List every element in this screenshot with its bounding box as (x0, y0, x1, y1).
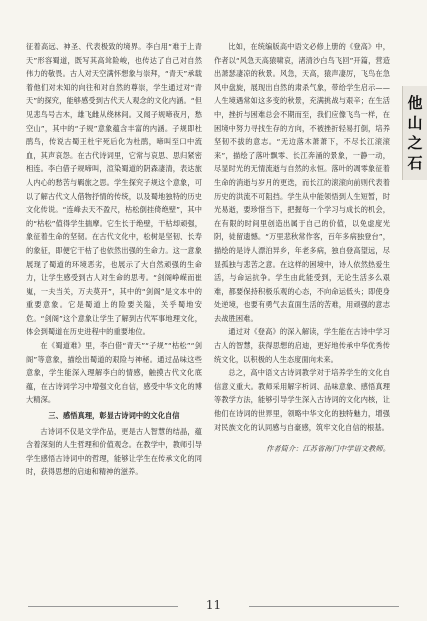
side-tab-char: 他 (407, 94, 423, 112)
footer-rule-right (249, 606, 399, 607)
paragraph: 征着高远、神圣、代表极致的境界。李白用“难于上青天”形容蜀道，既写其高耸险峻，也传达了自己对自然伟力的敬畏。古人对天空满怀想象与崇拜，“青天”承载着他们对未知的向往和对自然的尊崇，学生通过对“青天”的探究，能够感受到古代天人观念的文化内涵。“但见悲鸟号古木，雄飞雌从绕林间。又闻子规啼夜月，愁空山”，其中的“子规”意象蕴含丰富的内涵。子规即杜鹃鸟，传说古蜀王杜宇死后化为杜鹃，啼叫至口中流血，其声哀怨。在古代诗词里，它常与哀思、思归紧密相连。李白借子规啼叫，渲染蜀道的阴森凄清，表达旅人内心的愁苦与羁旅之思。学生探究子规这个意象，可以了解古代文人借物抒情的传统，以及蜀地独特的历史文化传说。“连峰去天不盈尺，枯松倒挂倚绝壁”，其中的“枯松”值得学生揣摩。它生长于绝壁，干枯却顽强，象征着生命的坚韧。在古代文化中，松树是坚韧、长寿的象征，即便它干枯了也依然出强的生命力。这一意象展现了蜀道的环境恶劣，也展示了大自然顽强的生命力，让学生感受到古人对生命的思考。“剑阁峥嵘而崔嵬，一夫当关，万夫莫开”，其中的“剑阁”是文本中的重要意象。它是蜀道上的险要关隘，关乎蜀地安危。“剑阁”这个意象让学生了解到古代军事地理文化，体会到蜀道在历史进程中的重要地位。 (26, 42, 202, 337)
author-bio: 作者简介：江苏省海门中学语文教师。 (266, 444, 390, 454)
right-column (214, 40, 390, 456)
section-side-tab (402, 86, 427, 180)
paragraph: 总之，高中语文古诗词教学对于培养学生的文化自信意义重大。教师采用解字析词、品味意象、感悟真理等教学方法，能够引导学生深入古诗词的文化内核，让他们在诗词的世界里，领略中华文化的独特魅力，增强对民族文化的认同感与自豪感，筑牢文化自信的根基。 (214, 368, 390, 432)
page-number-footer (0, 598, 427, 612)
page-number: 11 (205, 598, 222, 612)
side-tab-char: 石 (407, 154, 423, 172)
side-tab-char: 之 (407, 134, 423, 152)
side-tab-char: 山 (407, 114, 423, 132)
paragraph: 在《蜀道难》里，李白借“青天”“子规”“枯松”“剑阁”等意象，描绘出蜀道的艰险与神秘。通过品味这些意象，学生能深入理解李白的情感，触摸古代文化底蕴，在古诗词学习中增强文化自信，感受中华文化的博大精深。 (26, 341, 202, 405)
paragraph: 比如，在统编版高中语文必修上册的《登高》中，作者以“风急天高猿啸哀，渚清沙白鸟飞回”开篇，营造出萧瑟凄凉的秋景。风急，天高，猿声凄厉，飞鸟在急风中盘旋，展现出自然的肃杀气象，带给学生启示——人生境遇常如这多变的秋景，充满挑战与艰辛；在生活中，挫折与困难总会不期而至，我们应像飞鸟一样，在困境中努力寻找生存的方向，不被挫折轻易打倒，培养坚韧不拔的意志。“无边落木萧萧下，不尽长江滚滚来”，描绘了落叶飘零、长江奔涌的景象，一静一动，尽显时光的无情流逝与自然的永恒。落叶的凋零象征着生命的消逝与岁月的更迭，而长江的滚滚向前则代表着历史的洪流不可阻挡。学生从中能领悟到人生短暂，时光易逝，要珍惜当下，把握每一个学习与成长的机会，在有限的时间里创造出属于自己的价值，以免虚度光阴，徒留遗憾。“万里悲秋常作客，百年多病独登台”，描绘的是诗人漂泊异乡，年老多病，独自登高望远，尽显孤独与悲苦之意。在这样的困境中，诗人依然热爱生活，与命运抗争。学生由此能受到，无论生活多么艰难，都要保持积极乐观的心态，不向命运低头；即使身处逆境，也要有勇气去直面生活的苦难，用顽强的意志去战胜困难。 (214, 42, 390, 323)
section-heading: 三、感悟真理，彰显古诗词中的文化自信 (48, 411, 180, 421)
footer-rule-left (28, 606, 178, 607)
left-column (26, 40, 202, 479)
paragraph: 古诗词不仅是文学作品，更是古人智慧的结晶，蕴含着深刻的人生哲理和价值观念。在教学中，教师引导学生感悟古诗词中的哲理，能够让学生在传承文化的同时，获得思想的启迪和精神的滋养。 (26, 426, 202, 477)
paragraph: 通过对《登高》的深入解读，学生能在古诗中学习古人的智慧，获得思想的启迪，更好地传承中华优秀传统文化，以积极的人生态度面向未来。 (214, 327, 390, 364)
